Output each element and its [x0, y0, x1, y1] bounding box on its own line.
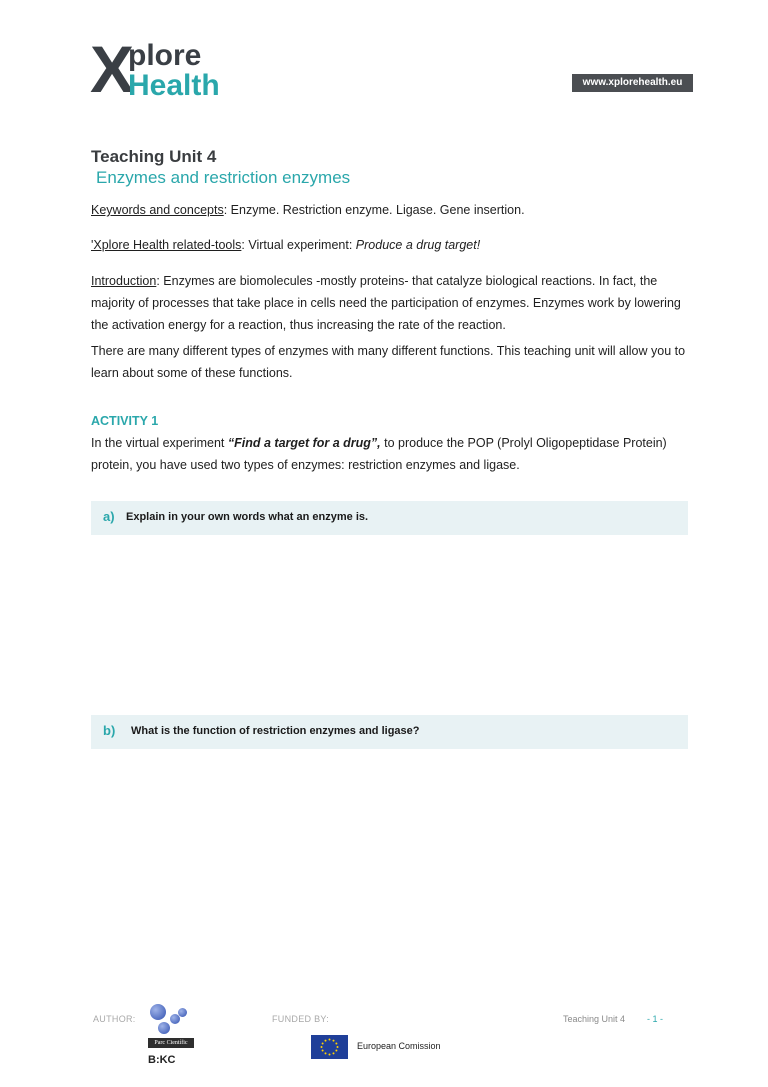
question-a-box: [91, 501, 688, 535]
logo-bubble: [150, 1004, 166, 1020]
logo-health: Health: [128, 69, 220, 102]
enzymes-types-paragraph: There are many different types of enzymes with many different functions. This teaching unit will allow you to learn about some of these functions.: [91, 344, 686, 380]
introduction-paragraph: [91, 270, 689, 336]
question-a-letter: a): [103, 509, 115, 524]
keywords-text: : Enzyme. Restriction enzyme. Ligase. Gene insertion.: [223, 203, 525, 217]
parc-cientific-logo: [148, 1004, 198, 1068]
tools-label: 'Xplore Health related-tools: [91, 238, 242, 252]
logo-bubble: [158, 1022, 170, 1034]
parc-cientific-text: Parc Científic: [148, 1038, 194, 1048]
tools-experiment-name: Produce a drug target!: [355, 238, 481, 252]
footer-funded-label: FUNDED BY:: [272, 1014, 330, 1024]
activity-text-before: In the virtual experiment: [91, 436, 228, 450]
tools-text: : Virtual experiment:: [241, 238, 356, 252]
european-commission-text: European Comission: [357, 1041, 441, 1051]
website-url-badge[interactable]: www.xplorehealth.eu: [572, 74, 693, 92]
unit-subtitle: Enzymes and restriction enzymes: [96, 168, 351, 187]
activity-paragraph: [91, 432, 689, 476]
keywords-line: [91, 199, 689, 221]
eu-stars-icon: [311, 1035, 348, 1059]
footer-unit: Teaching Unit 4: [563, 1014, 626, 1024]
activity-title: ACTIVITY 1: [91, 414, 159, 428]
footer-page-number: - 1 -: [647, 1014, 664, 1024]
question-b-box: [91, 715, 688, 749]
eu-flag-icon: [311, 1035, 348, 1059]
question-b-text: What is the function of restriction enzymes and ligase?: [131, 725, 420, 737]
introduction-label: Introduction: [91, 274, 157, 288]
question-b-letter: b): [103, 723, 116, 738]
logo-x: X: [90, 32, 133, 106]
activity-text-after: to produce the POP (Prolyl Oligopeptidase Protein) protein, you have used two types of enzymes: restriction enzymes and ligase.: [91, 436, 667, 472]
question-a-text: Explain in your own words what an enzyme is.: [126, 511, 369, 523]
unit-title: Teaching Unit 4: [91, 147, 217, 166]
activity-experiment-name: “Find a target for a drug”,: [227, 436, 381, 450]
footer-author-label: AUTHOR:: [93, 1014, 136, 1024]
logo-xplore: plore: [128, 39, 202, 72]
keywords-label: Keywords and concepts: [91, 203, 224, 217]
introduction-text: : Enzymes are biomolecules -mostly proteins- that catalyze biological reactions. In fact, the majority of processes that take place in cells need the participation of enzymes. Enzymes work by lowering the activation energy for a reaction, thus increasing the rate of the reaction.: [91, 274, 681, 332]
tools-line: [91, 234, 689, 256]
logo-bubble: [178, 1008, 187, 1017]
xplore-health-logo: [90, 32, 240, 106]
bkc-text: B:KC: [148, 1054, 176, 1066]
